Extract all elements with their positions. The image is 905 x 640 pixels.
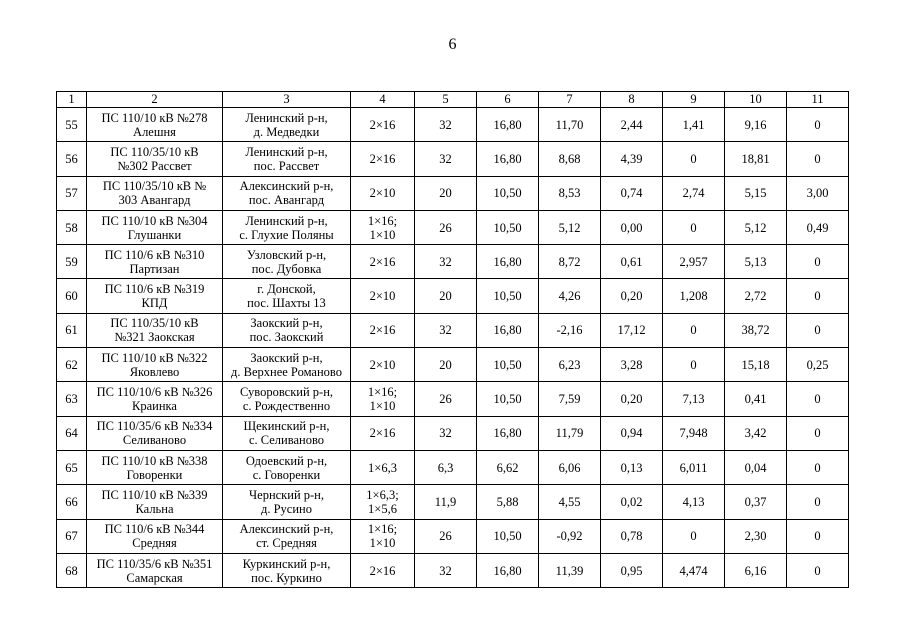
table-cell-col-1: 66 bbox=[57, 485, 87, 519]
table-cell-col-9: 0 bbox=[663, 519, 725, 553]
table-cell-col-5: 20 bbox=[415, 176, 477, 210]
table-cell-col-11: 0 bbox=[787, 485, 849, 519]
table-row bbox=[57, 210, 849, 244]
table-cell-col-5: 6,3 bbox=[415, 450, 477, 484]
table-cell-col-8: 0,20 bbox=[601, 382, 663, 416]
header-row bbox=[57, 92, 849, 108]
table-cell-col-9: 2,957 bbox=[663, 245, 725, 279]
table-cell-col-9: 0 bbox=[663, 142, 725, 176]
table-cell-col-3: Ленинский р-н, пос. Рассвет bbox=[223, 142, 351, 176]
table-cell-col-4: 2×16 bbox=[351, 142, 415, 176]
table-cell-col-7: 7,59 bbox=[539, 382, 601, 416]
table-cell-col-5: 26 bbox=[415, 519, 477, 553]
table-cell-col-9: 0 bbox=[663, 313, 725, 347]
table-cell-col-4: 1×16; 1×10 bbox=[351, 519, 415, 553]
table-cell-col-3: Заокский р-н, пос. Заокский bbox=[223, 313, 351, 347]
table-cell-col-8: 0,13 bbox=[601, 450, 663, 484]
table-cell-col-8: 0,94 bbox=[601, 416, 663, 450]
table-cell-col-8: 0,61 bbox=[601, 245, 663, 279]
table-cell-col-9: 4,13 bbox=[663, 485, 725, 519]
table-cell-col-8: 0,02 bbox=[601, 485, 663, 519]
table-cell-col-11: 0,49 bbox=[787, 210, 849, 244]
table-cell-col-6: 10,50 bbox=[477, 279, 539, 313]
table-cell-col-2: ПС 110/35/10 кВ № 303 Авангард bbox=[87, 176, 223, 210]
table-cell-col-5: 32 bbox=[415, 416, 477, 450]
table-cell-col-2: ПС 110/35/10 кВ №302 Рассвет bbox=[87, 142, 223, 176]
table-row bbox=[57, 279, 849, 313]
column-header-2: 2 bbox=[87, 92, 223, 108]
table-cell-col-2: ПС 110/10 кВ №278 Алешня bbox=[87, 108, 223, 142]
table-cell-col-4: 1×16; 1×10 bbox=[351, 382, 415, 416]
table-cell-col-8: 0,74 bbox=[601, 176, 663, 210]
table-cell-col-6: 16,80 bbox=[477, 553, 539, 587]
table-cell-col-4: 2×10 bbox=[351, 176, 415, 210]
table-cell-col-11: 0 bbox=[787, 553, 849, 587]
table-cell-col-2: ПС 110/6 кВ №319 КПД bbox=[87, 279, 223, 313]
table-cell-col-6: 16,80 bbox=[477, 108, 539, 142]
table-cell-col-7: 8,53 bbox=[539, 176, 601, 210]
table-cell-col-3: Алексинский р-н, пос. Авангард bbox=[223, 176, 351, 210]
table-cell-col-7: 6,06 bbox=[539, 450, 601, 484]
table-cell-col-8: 2,44 bbox=[601, 108, 663, 142]
table-cell-col-5: 32 bbox=[415, 142, 477, 176]
table-cell-col-3: Суворовский р-н, с. Рождественно bbox=[223, 382, 351, 416]
table-cell-col-11: 0 bbox=[787, 142, 849, 176]
table-cell-col-2: ПС 110/10 кВ №322 Яковлево bbox=[87, 348, 223, 382]
table-cell-col-9: 6,011 bbox=[663, 450, 725, 484]
column-header-11: 11 bbox=[787, 92, 849, 108]
table-cell-col-4: 1×16; 1×10 bbox=[351, 210, 415, 244]
table-row bbox=[57, 416, 849, 450]
table-cell-col-6: 10,50 bbox=[477, 348, 539, 382]
table-cell-col-3: Ленинский р-н, д. Медведки bbox=[223, 108, 351, 142]
table-cell-col-10: 18,81 bbox=[725, 142, 787, 176]
page-number: 6 bbox=[448, 36, 457, 53]
table-cell-col-1: 65 bbox=[57, 450, 87, 484]
table-cell-col-2: ПС 110/6 кВ №344 Средняя bbox=[87, 519, 223, 553]
table-cell-col-6: 5,88 bbox=[477, 485, 539, 519]
table-cell-col-2: ПС 110/10 кВ №339 Кальна bbox=[87, 485, 223, 519]
table-cell-col-3: Заокский р-н, д. Верхнее Романово bbox=[223, 348, 351, 382]
table-cell-col-5: 32 bbox=[415, 108, 477, 142]
substation-table bbox=[56, 91, 849, 588]
table-cell-col-7: 11,79 bbox=[539, 416, 601, 450]
table-cell-col-2: ПС 110/10/6 кВ №326 Краинка bbox=[87, 382, 223, 416]
table-cell-col-2: ПС 110/35/10 кВ №321 Заокская bbox=[87, 313, 223, 347]
table-cell-col-3: Чернский р-н, д. Русино bbox=[223, 485, 351, 519]
table-cell-col-9: 4,474 bbox=[663, 553, 725, 587]
table-cell-col-8: 3,28 bbox=[601, 348, 663, 382]
table-cell-col-11: 0 bbox=[787, 313, 849, 347]
table-cell-col-11: 0 bbox=[787, 108, 849, 142]
table-cell-col-1: 63 bbox=[57, 382, 87, 416]
table-row bbox=[57, 245, 849, 279]
table-cell-col-6: 10,50 bbox=[477, 176, 539, 210]
table-row bbox=[57, 450, 849, 484]
table-cell-col-3: Одоевский р-н, с. Говоренки bbox=[223, 450, 351, 484]
table-cell-col-10: 5,15 bbox=[725, 176, 787, 210]
table-row bbox=[57, 382, 849, 416]
table-cell-col-4: 2×16 bbox=[351, 416, 415, 450]
table-cell-col-10: 0,37 bbox=[725, 485, 787, 519]
table-cell-col-1: 67 bbox=[57, 519, 87, 553]
table-cell-col-5: 11,9 bbox=[415, 485, 477, 519]
table-row bbox=[57, 485, 849, 519]
table-cell-col-7: 5,12 bbox=[539, 210, 601, 244]
table-cell-col-11: 0 bbox=[787, 450, 849, 484]
table-cell-col-1: 57 bbox=[57, 176, 87, 210]
table-row bbox=[57, 176, 849, 210]
table-row bbox=[57, 553, 849, 587]
table-cell-col-10: 0,04 bbox=[725, 450, 787, 484]
table-cell-col-4: 1×6,3; 1×5,6 bbox=[351, 485, 415, 519]
table-cell-col-9: 1,208 bbox=[663, 279, 725, 313]
table-cell-col-6: 16,80 bbox=[477, 313, 539, 347]
table-cell-col-9: 0 bbox=[663, 210, 725, 244]
table-cell-col-8: 0,95 bbox=[601, 553, 663, 587]
column-header-4: 4 bbox=[351, 92, 415, 108]
table-cell-col-3: Алексинский р-н, ст. Средняя bbox=[223, 519, 351, 553]
table-cell-col-5: 32 bbox=[415, 553, 477, 587]
table-cell-col-9: 2,74 bbox=[663, 176, 725, 210]
table-cell-col-3: Куркинский р-н, пос. Куркино bbox=[223, 553, 351, 587]
table-body bbox=[57, 108, 849, 588]
table-cell-col-5: 26 bbox=[415, 210, 477, 244]
table-cell-col-8: 17,12 bbox=[601, 313, 663, 347]
table-cell-col-11: 0 bbox=[787, 382, 849, 416]
table-row bbox=[57, 142, 849, 176]
table-cell-col-10: 5,13 bbox=[725, 245, 787, 279]
table-cell-col-4: 1×6,3 bbox=[351, 450, 415, 484]
table-cell-col-3: Ленинский р-н, с. Глухие Поляны bbox=[223, 210, 351, 244]
table-cell-col-2: ПС 110/35/6 кВ №351 Самарская bbox=[87, 553, 223, 587]
table-cell-col-3: Узловский р-н, пос. Дубовка bbox=[223, 245, 351, 279]
table-cell-col-3: г. Донской, пос. Шахты 13 bbox=[223, 279, 351, 313]
table-row bbox=[57, 348, 849, 382]
table-row bbox=[57, 519, 849, 553]
table-cell-col-4: 2×16 bbox=[351, 313, 415, 347]
table-cell-col-7: 6,23 bbox=[539, 348, 601, 382]
table-cell-col-11: 0 bbox=[787, 245, 849, 279]
table-cell-col-1: 61 bbox=[57, 313, 87, 347]
table-cell-col-11: 3,00 bbox=[787, 176, 849, 210]
table-cell-col-9: 7,13 bbox=[663, 382, 725, 416]
column-header-3: 3 bbox=[223, 92, 351, 108]
column-header-6: 6 bbox=[477, 92, 539, 108]
table-cell-col-5: 26 bbox=[415, 382, 477, 416]
table-cell-col-7: 11,39 bbox=[539, 553, 601, 587]
column-header-10: 10 bbox=[725, 92, 787, 108]
column-header-7: 7 bbox=[539, 92, 601, 108]
table-cell-col-4: 2×10 bbox=[351, 348, 415, 382]
table-cell-col-6: 16,80 bbox=[477, 245, 539, 279]
table-cell-col-8: 0,20 bbox=[601, 279, 663, 313]
table-cell-col-7: 8,72 bbox=[539, 245, 601, 279]
table-cell-col-4: 2×16 bbox=[351, 553, 415, 587]
table-cell-col-6: 16,80 bbox=[477, 416, 539, 450]
table-cell-col-11: 0 bbox=[787, 519, 849, 553]
table-cell-col-9: 7,948 bbox=[663, 416, 725, 450]
table-cell-col-1: 68 bbox=[57, 553, 87, 587]
table-cell-col-1: 62 bbox=[57, 348, 87, 382]
table-cell-col-9: 1,41 bbox=[663, 108, 725, 142]
column-header-8: 8 bbox=[601, 92, 663, 108]
table-cell-col-5: 32 bbox=[415, 245, 477, 279]
table-cell-col-6: 10,50 bbox=[477, 382, 539, 416]
table-cell-col-4: 2×16 bbox=[351, 245, 415, 279]
table-cell-col-10: 0,41 bbox=[725, 382, 787, 416]
column-header-1: 1 bbox=[57, 92, 87, 108]
table-cell-col-7: 8,68 bbox=[539, 142, 601, 176]
table-cell-col-9: 0 bbox=[663, 348, 725, 382]
table-cell-col-10: 2,72 bbox=[725, 279, 787, 313]
table-cell-col-5: 20 bbox=[415, 348, 477, 382]
table-row bbox=[57, 313, 849, 347]
table-cell-col-10: 5,12 bbox=[725, 210, 787, 244]
table-cell-col-2: ПС 110/10 кВ №338 Говоренки bbox=[87, 450, 223, 484]
table-cell-col-10: 15,18 bbox=[725, 348, 787, 382]
table-cell-col-1: 64 bbox=[57, 416, 87, 450]
table-cell-col-5: 20 bbox=[415, 279, 477, 313]
table-cell-col-6: 10,50 bbox=[477, 519, 539, 553]
table-cell-col-10: 38,72 bbox=[725, 313, 787, 347]
table-cell-col-1: 58 bbox=[57, 210, 87, 244]
table-cell-col-11: 0 bbox=[787, 416, 849, 450]
table-cell-col-7: 4,26 bbox=[539, 279, 601, 313]
column-header-5: 5 bbox=[415, 92, 477, 108]
table-cell-col-1: 60 bbox=[57, 279, 87, 313]
table-cell-col-4: 2×16 bbox=[351, 108, 415, 142]
table-cell-col-6: 6,62 bbox=[477, 450, 539, 484]
table-cell-col-2: ПС 110/10 кВ №304 Глушанки bbox=[87, 210, 223, 244]
table-cell-col-5: 32 bbox=[415, 313, 477, 347]
table-cell-col-10: 9,16 bbox=[725, 108, 787, 142]
table-cell-col-1: 56 bbox=[57, 142, 87, 176]
table-cell-col-6: 10,50 bbox=[477, 210, 539, 244]
table-cell-col-11: 0 bbox=[787, 279, 849, 313]
table-cell-col-10: 2,30 bbox=[725, 519, 787, 553]
table-row bbox=[57, 108, 849, 142]
table-cell-col-11: 0,25 bbox=[787, 348, 849, 382]
table-cell-col-2: ПС 110/6 кВ №310 Партизан bbox=[87, 245, 223, 279]
table-cell-col-7: 11,70 bbox=[539, 108, 601, 142]
table-cell-col-8: 0,78 bbox=[601, 519, 663, 553]
table-cell-col-8: 4,39 bbox=[601, 142, 663, 176]
table-cell-col-1: 55 bbox=[57, 108, 87, 142]
table-cell-col-8: 0,00 bbox=[601, 210, 663, 244]
table-cell-col-10: 6,16 bbox=[725, 553, 787, 587]
table-cell-col-6: 16,80 bbox=[477, 142, 539, 176]
table-cell-col-10: 3,42 bbox=[725, 416, 787, 450]
table-cell-col-4: 2×10 bbox=[351, 279, 415, 313]
table-cell-col-3: Щекинский р-н, с. Селиваново bbox=[223, 416, 351, 450]
table-cell-col-2: ПС 110/35/6 кВ №334 Селиваново bbox=[87, 416, 223, 450]
table-cell-col-1: 59 bbox=[57, 245, 87, 279]
table-cell-col-7: -2,16 bbox=[539, 313, 601, 347]
table-cell-col-7: 4,55 bbox=[539, 485, 601, 519]
column-header-9: 9 bbox=[663, 92, 725, 108]
table-cell-col-7: -0,92 bbox=[539, 519, 601, 553]
